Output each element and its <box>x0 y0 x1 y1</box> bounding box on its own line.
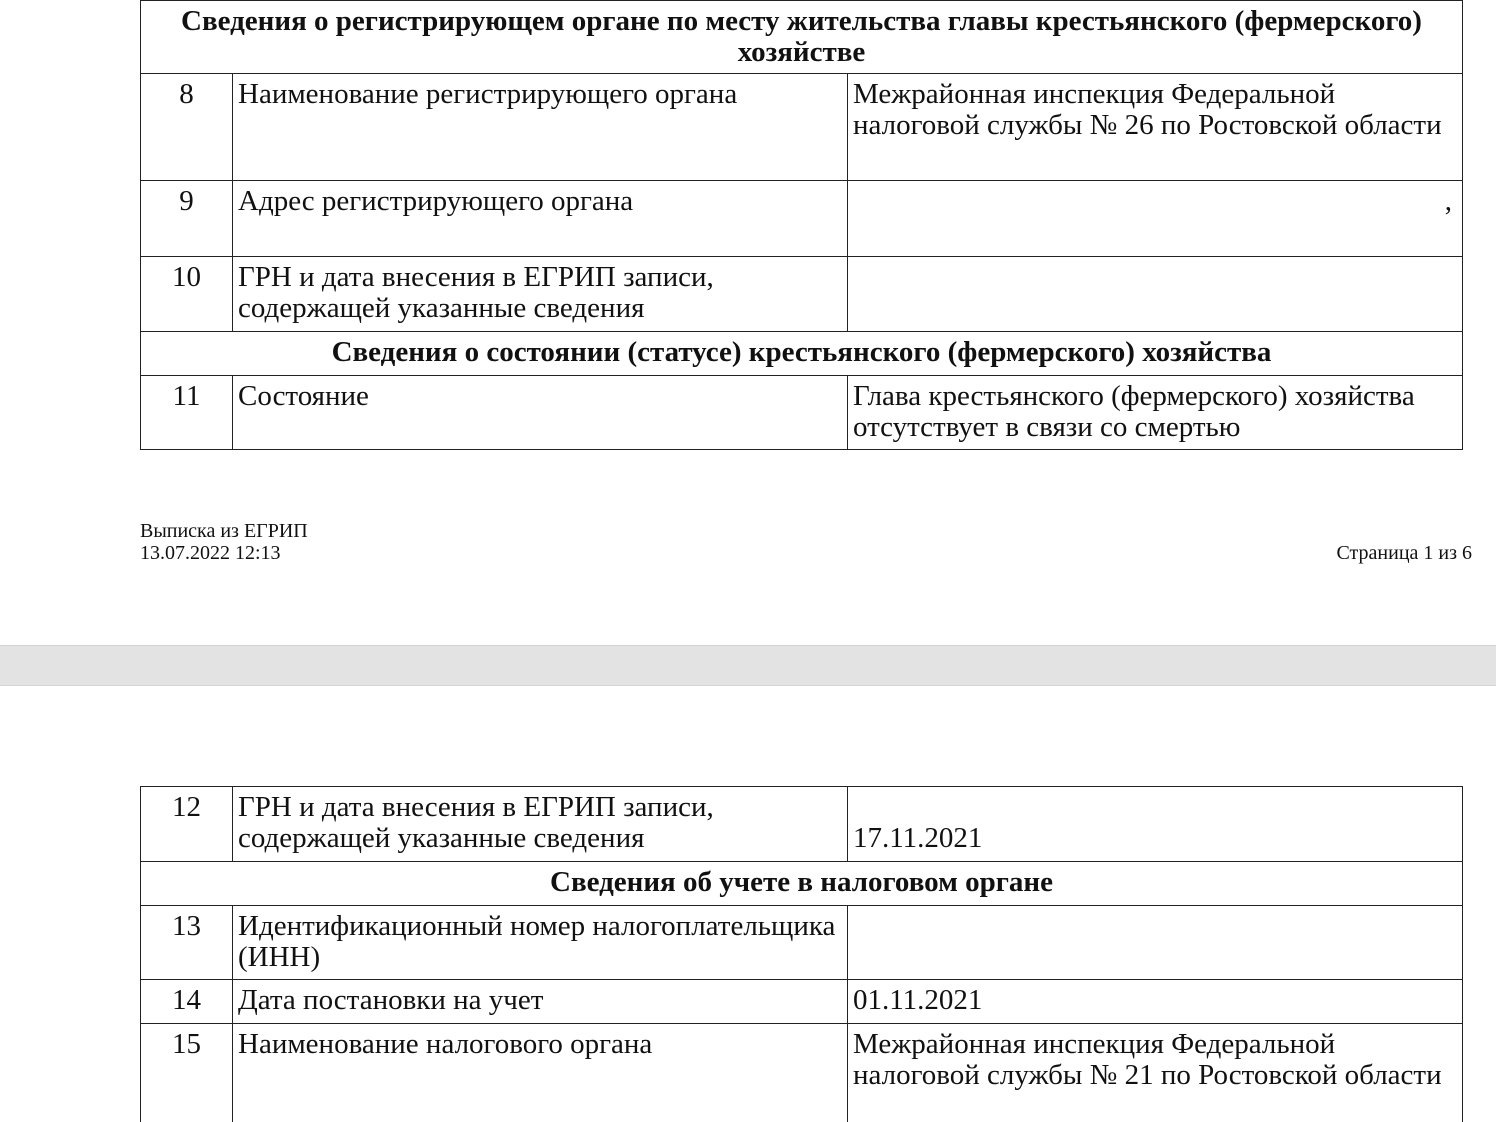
registration-authority-table <box>140 0 1463 450</box>
footer-document-title: Выписка из ЕГРИП <box>140 520 308 542</box>
row-value: Межрайонная инспекция Федеральной налоговой службы № 21 по Ростовской области <box>848 1024 1463 1122</box>
table-row <box>141 74 1463 181</box>
table-row <box>141 376 1463 450</box>
row-number: 12 <box>141 787 233 862</box>
row-label: Наименование регистрирующего органа <box>233 74 848 181</box>
table-row <box>141 1024 1463 1122</box>
row-value: , <box>848 181 1463 257</box>
row-value: Межрайонная инспекция Федеральной налоговой службы № 26 по Ростовской области <box>848 74 1463 181</box>
row-number: 14 <box>141 980 233 1024</box>
row-value <box>848 257 1463 332</box>
row-label: Идентификационный номер налогоплательщика (ИНН) <box>233 906 848 980</box>
tax-registration-table <box>140 786 1463 1122</box>
section-header-row <box>141 1 1463 74</box>
footer-page-number: Страница 1 из 6 <box>1336 542 1472 564</box>
row-label: Адрес регистрирующего органа <box>233 181 848 257</box>
row-number: 13 <box>141 906 233 980</box>
row-value: 01.11.2021 <box>848 980 1463 1024</box>
row-label: Дата постановки на учет <box>233 980 848 1024</box>
row-number: 11 <box>141 376 233 450</box>
section-title-registration-authority: Сведения о регистрирующем органе по месту жительства главы крестьянского (фермерского) хозяйстве <box>141 1 1463 74</box>
document-page-2 <box>0 686 1496 1122</box>
section-header-row <box>141 332 1463 376</box>
row-number: 8 <box>141 74 233 181</box>
row-value: Глава крестьянского (фермерского) хозяйства отсутствует в связи со смертью <box>848 376 1463 450</box>
row-label: ГРН и дата внесения в ЕГРИП записи, содержащей указанные сведения <box>233 257 848 332</box>
row-value <box>848 906 1463 980</box>
table-row <box>141 181 1463 257</box>
row-label: ГРН и дата внесения в ЕГРИП записи, содержащей указанные сведения <box>233 787 848 862</box>
row-value: 17.11.2021 <box>848 787 1463 862</box>
section-title-tax-authority: Сведения об учете в налоговом органе <box>141 862 1463 906</box>
row-label: Состояние <box>233 376 848 450</box>
section-header-row <box>141 862 1463 906</box>
row-number: 15 <box>141 1024 233 1122</box>
section-title-status: Сведения о состоянии (статусе) крестьянского (фермерского) хозяйства <box>141 332 1463 376</box>
page-separator <box>0 645 1496 686</box>
table-row <box>141 906 1463 980</box>
row-number: 9 <box>141 181 233 257</box>
table-row <box>141 257 1463 332</box>
table-row <box>141 787 1463 862</box>
table-row <box>141 980 1463 1024</box>
footer-timestamp: 13.07.2022 12:13 <box>140 542 281 564</box>
row-number: 10 <box>141 257 233 332</box>
page-footer-left <box>140 520 308 564</box>
row-label: Наименование налогового органа <box>233 1024 848 1122</box>
